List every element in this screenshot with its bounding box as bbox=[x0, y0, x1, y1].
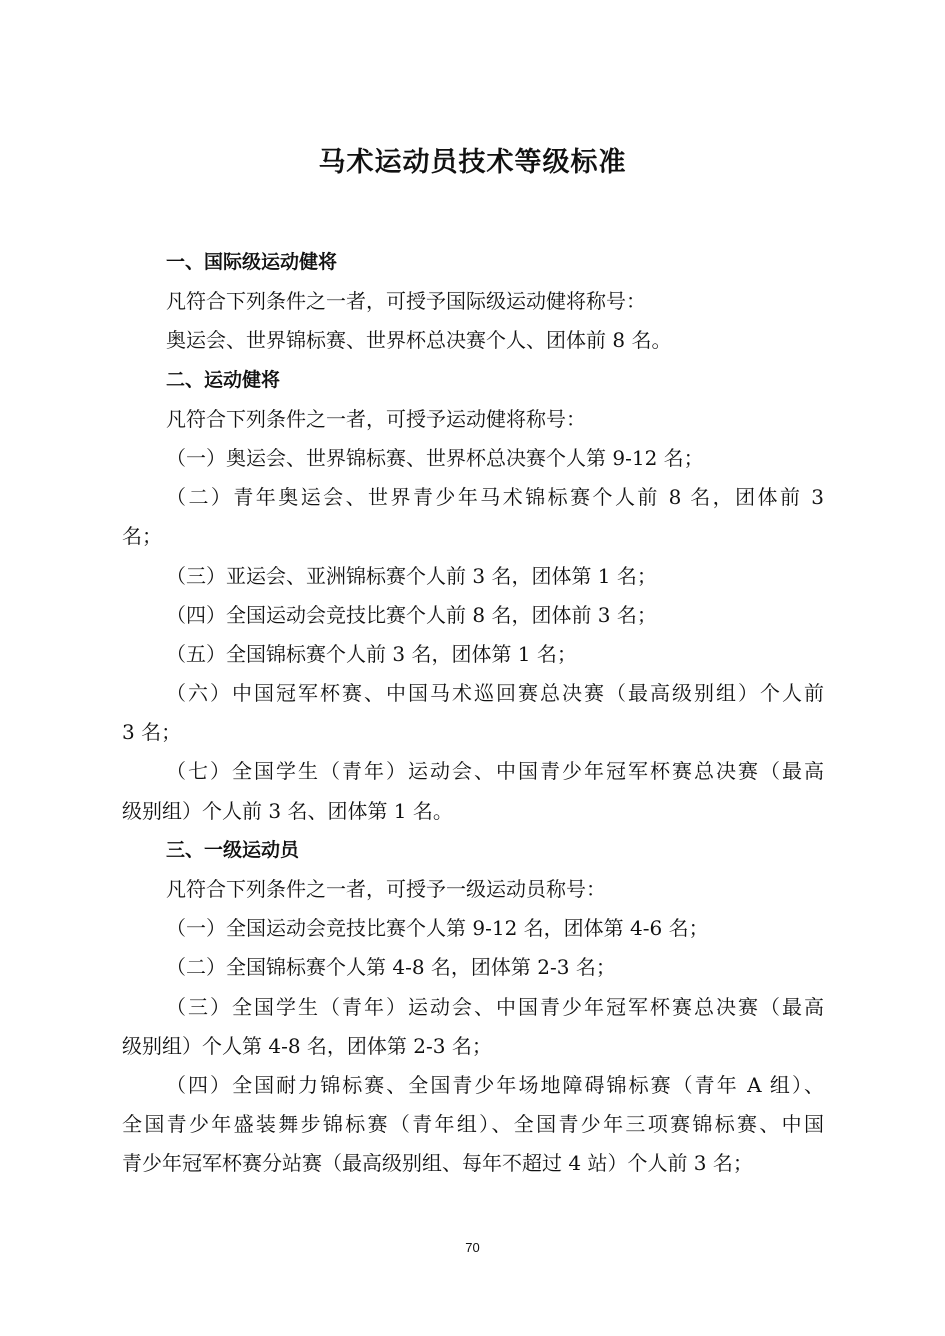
text-line: 3 名； bbox=[122, 720, 182, 745]
text-line: 级别组）个人第 4-8 名，团体第 2-3 名； bbox=[122, 1033, 492, 1058]
text-line: （四）全国耐力锦标赛、全国青少年场地障碍锦标赛（青年 A 组）、 bbox=[166, 1072, 824, 1097]
section-heading: 一、国际级运动健将 bbox=[166, 251, 338, 273]
text-line: （二）青年奥运会、世界青少年马术锦标赛个人前 8 名，团体前 3 bbox=[166, 485, 824, 510]
text-line: （三）亚运会、亚洲锦标赛个人前 3 名，团体第 1 名； bbox=[166, 563, 657, 588]
section-heading: 二、运动健将 bbox=[166, 368, 281, 391]
section-heading: 三、一级运动员 bbox=[166, 838, 300, 861]
text-line: （二）全国锦标赛个人第 4-8 名，团体第 2-3 名； bbox=[166, 955, 616, 980]
page-number: 70 bbox=[465, 1240, 480, 1255]
text-line: （五）全国锦标赛个人前 3 名，团体第 1 名； bbox=[166, 641, 577, 666]
text-line: 青少年冠军杯赛分站赛（最高级别组、每年不超过 4 站）个人前 3 名； bbox=[122, 1151, 753, 1176]
page-title: 马术运动员技术等级标准 bbox=[318, 147, 627, 178]
text-line: 名； bbox=[122, 524, 162, 549]
text-line: 奥运会、世界锦标赛、世界杯总决赛个人、团体前 8 名。 bbox=[166, 328, 672, 353]
text-line: 级别组）个人前 3 名、团体第 1 名。 bbox=[122, 798, 453, 823]
text-line: （一）全国运动会竞技比赛个人第 9-12 名，团体第 4-6 名； bbox=[166, 916, 709, 941]
document-body bbox=[122, 243, 824, 1184]
text-line: 凡符合下列条件之一者，可授予运动健将称号： bbox=[166, 406, 586, 431]
text-line: 凡符合下列条件之一者，可授予国际级运动健将称号： bbox=[166, 289, 646, 314]
text-line: （六）中国冠军杯赛、中国马术巡回赛总决赛（最高级别组）个人前 bbox=[166, 681, 824, 706]
text-line: （三）全国学生（青年）运动会、中国青少年冠军杯赛总决赛（最高 bbox=[166, 994, 824, 1019]
text-line: 全国青少年盛装舞步锦标赛（青年组）、全国青少年三项赛锦标赛、中国 bbox=[122, 1112, 824, 1137]
text-line: （四）全国运动会竞技比赛个人前 8 名，团体前 3 名； bbox=[166, 602, 657, 627]
text-line: （七）全国学生（青年）运动会、中国青少年冠军杯赛总决赛（最高 bbox=[166, 759, 824, 784]
text-line: 凡符合下列条件之一者，可授予一级运动员称号： bbox=[166, 877, 606, 901]
text-line: （一）奥运会、世界锦标赛、世界杯总决赛个人第 9-12 名； bbox=[166, 445, 704, 470]
